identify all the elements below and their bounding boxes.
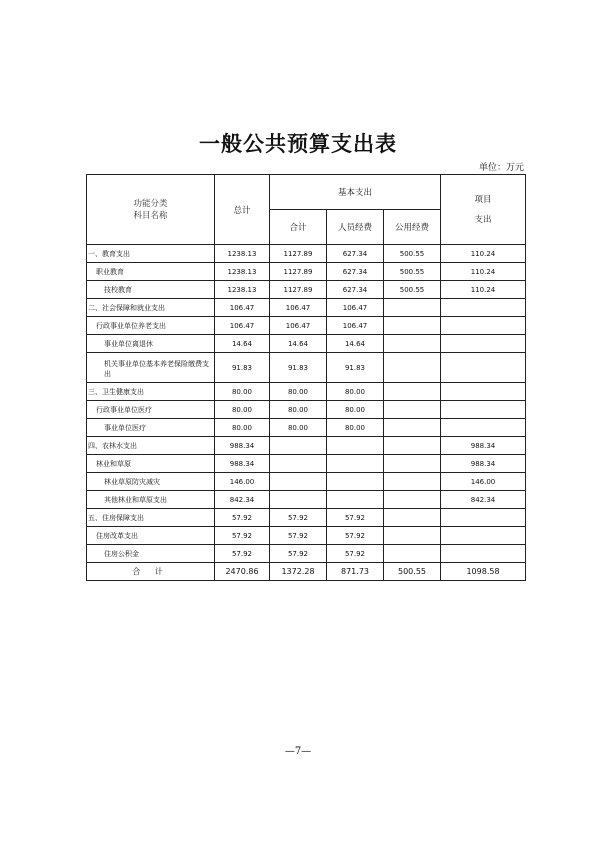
cell-total: 1238.13	[215, 245, 270, 263]
row-name: 职业教育	[87, 263, 215, 281]
header-function-category	[87, 175, 215, 245]
cell-public	[384, 353, 441, 383]
header-basic-total: 合计	[270, 210, 327, 245]
cell-basic-total	[270, 455, 327, 473]
cell-public	[384, 509, 441, 527]
cell-total: 57.92	[215, 509, 270, 527]
cell-basic-total: 106.47	[270, 299, 327, 317]
cell-public	[384, 335, 441, 353]
cell-public	[384, 401, 441, 419]
cell-total: 988.34	[215, 437, 270, 455]
cell-total: 842.34	[215, 491, 270, 509]
header-personnel: 人员经费	[327, 210, 384, 245]
row-name: 机关事业单位基本养老保险缴费支出	[87, 353, 215, 383]
cell-basic-total: 57.92	[270, 527, 327, 545]
cell-personnel: 627.34	[327, 281, 384, 299]
table-row	[87, 455, 526, 473]
table-row	[87, 437, 526, 455]
cell-project: 110.24	[441, 281, 526, 299]
header-function-line1: 功能分类	[133, 198, 168, 209]
cell-basic-total: 14.64	[270, 335, 327, 353]
table-row	[87, 383, 526, 401]
cell-personnel: 57.92	[327, 527, 384, 545]
cell-project	[441, 545, 526, 563]
header-public: 公用经费	[384, 210, 441, 245]
row-name: 住房公积金	[87, 545, 215, 563]
row-name: 三、卫生健康支出	[87, 383, 215, 401]
cell-total: 106.47	[215, 299, 270, 317]
cell-public	[384, 473, 441, 491]
cell-project: 842.34	[441, 491, 526, 509]
cell-total: 57.92	[215, 527, 270, 545]
cell-basic-total: 80.00	[270, 419, 327, 437]
cell-personnel: 57.92	[327, 545, 384, 563]
row-name: 住房改革支出	[87, 527, 215, 545]
row-name: 技校教育	[87, 281, 215, 299]
cell-basic-total: 1372.28	[270, 563, 327, 581]
cell-public	[384, 317, 441, 335]
cell-public: 500.55	[384, 263, 441, 281]
cell-project	[441, 383, 526, 401]
header-function-line2: 科目名称	[133, 210, 168, 221]
table-row	[87, 335, 526, 353]
header-basic: 基本支出	[270, 175, 441, 210]
header-total: 总计	[215, 175, 270, 245]
cell-basic-total: 57.92	[270, 509, 327, 527]
cell-public	[384, 491, 441, 509]
cell-public	[384, 545, 441, 563]
total-label: 合 计	[87, 563, 215, 581]
cell-public: 500.55	[384, 245, 441, 263]
cell-total: 80.00	[215, 383, 270, 401]
cell-project: 1098.58	[441, 563, 526, 581]
cell-project: 146.00	[441, 473, 526, 491]
cell-personnel	[327, 491, 384, 509]
cell-total: 80.00	[215, 419, 270, 437]
cell-public	[384, 437, 441, 455]
row-name: 其他林业和草原支出	[87, 491, 215, 509]
cell-total: 91.83	[215, 353, 270, 383]
table-row	[87, 473, 526, 491]
cell-total: 106.47	[215, 317, 270, 335]
cell-public	[384, 419, 441, 437]
cell-public	[384, 455, 441, 473]
cell-project	[441, 509, 526, 527]
table-row	[87, 299, 526, 317]
cell-basic-total: 91.83	[270, 353, 327, 383]
header-project-line1: 项目	[474, 194, 492, 205]
cell-project	[441, 419, 526, 437]
total-row	[87, 563, 526, 581]
header-project	[441, 175, 526, 245]
table-row	[87, 527, 526, 545]
row-name: 行政事业单位养老支出	[87, 317, 215, 335]
cell-public: 500.55	[384, 281, 441, 299]
page-number: —7—	[284, 746, 312, 757]
cell-personnel: 80.00	[327, 419, 384, 437]
cell-basic-total	[270, 473, 327, 491]
cell-public	[384, 299, 441, 317]
cell-total: 80.00	[215, 401, 270, 419]
table-row	[87, 353, 526, 383]
cell-personnel: 871.73	[327, 563, 384, 581]
cell-basic-total: 106.47	[270, 317, 327, 335]
cell-basic-total: 1127.89	[270, 263, 327, 281]
cell-project: 988.34	[441, 455, 526, 473]
row-name: 行政事业单位医疗	[87, 401, 215, 419]
cell-personnel: 57.92	[327, 509, 384, 527]
page-title: 一般公共预算支出表	[199, 132, 397, 156]
cell-personnel: 80.00	[327, 401, 384, 419]
cell-total: 14.64	[215, 335, 270, 353]
cell-public	[384, 527, 441, 545]
row-name: 五、住房保障支出	[87, 509, 215, 527]
cell-project	[441, 317, 526, 335]
cell-total: 2470.86	[215, 563, 270, 581]
table-row	[87, 491, 526, 509]
cell-project	[441, 527, 526, 545]
table-row	[87, 281, 526, 299]
cell-project: 110.24	[441, 263, 526, 281]
cell-personnel	[327, 437, 384, 455]
header-project-line2: 支出	[474, 214, 492, 225]
cell-basic-total: 1127.89	[270, 245, 327, 263]
cell-project: 110.24	[441, 245, 526, 263]
row-name: 林业和草原	[87, 455, 215, 473]
cell-project	[441, 299, 526, 317]
cell-basic-total: 1127.89	[270, 281, 327, 299]
cell-basic-total: 57.92	[270, 545, 327, 563]
cell-public	[384, 383, 441, 401]
cell-personnel	[327, 473, 384, 491]
cell-total: 1238.13	[215, 281, 270, 299]
cell-project: 988.34	[441, 437, 526, 455]
table-row	[87, 509, 526, 527]
cell-basic-total	[270, 491, 327, 509]
budget-table	[86, 174, 526, 581]
cell-basic-total	[270, 437, 327, 455]
cell-project	[441, 353, 526, 383]
row-name: 事业单位离退休	[87, 335, 215, 353]
cell-project	[441, 401, 526, 419]
row-name: 一、教育支出	[87, 245, 215, 263]
row-name: 事业单位医疗	[87, 419, 215, 437]
unit-label: 单位：万元	[478, 163, 524, 173]
cell-personnel: 627.34	[327, 245, 384, 263]
cell-project	[441, 335, 526, 353]
cell-total: 1238.13	[215, 263, 270, 281]
cell-basic-total: 80.00	[270, 401, 327, 419]
cell-total: 57.92	[215, 545, 270, 563]
cell-personnel	[327, 455, 384, 473]
cell-personnel: 80.00	[327, 383, 384, 401]
row-name: 二、社会保障和就业支出	[87, 299, 215, 317]
cell-personnel: 106.47	[327, 317, 384, 335]
table-row	[87, 545, 526, 563]
cell-personnel: 627.34	[327, 263, 384, 281]
row-name: 林业草原防灾减灾	[87, 473, 215, 491]
cell-total: 988.34	[215, 455, 270, 473]
table-row	[87, 317, 526, 335]
cell-personnel: 91.83	[327, 353, 384, 383]
row-name: 四、农林水支出	[87, 437, 215, 455]
table-row	[87, 245, 526, 263]
table-row	[87, 263, 526, 281]
cell-personnel: 14.64	[327, 335, 384, 353]
cell-personnel: 106.47	[327, 299, 384, 317]
cell-public: 500.55	[384, 563, 441, 581]
table-row	[87, 401, 526, 419]
cell-basic-total: 80.00	[270, 383, 327, 401]
cell-total: 146.00	[215, 473, 270, 491]
table-row	[87, 419, 526, 437]
